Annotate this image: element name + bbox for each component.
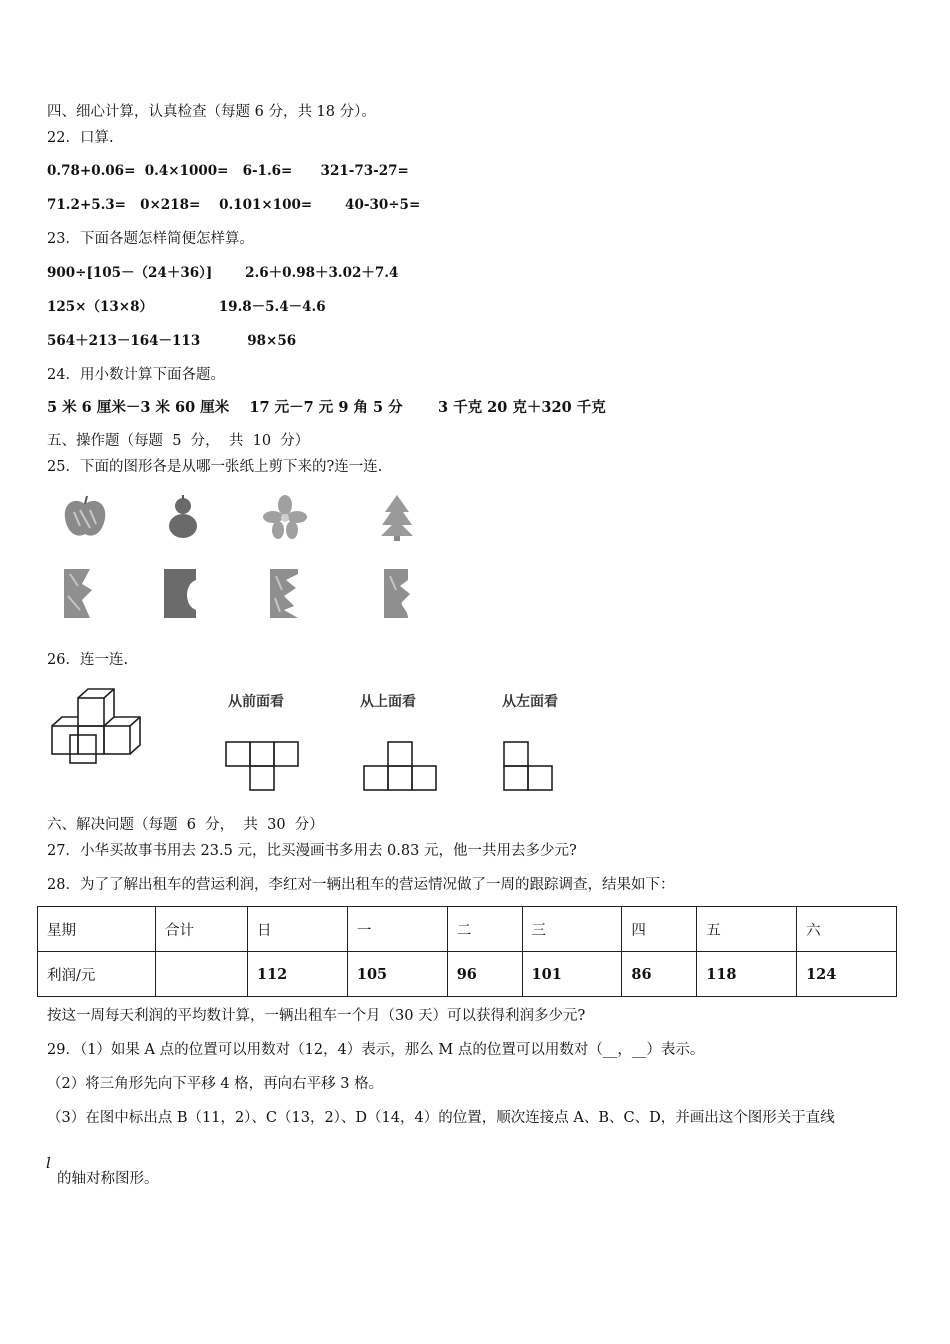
q28-question: 按这一周每天利润的平均数计算，一辆出租车一个月（30 天）可以获得利润多少元? bbox=[47, 1008, 586, 1024]
q23-row3: 564＋213－164－113 98×56 bbox=[47, 333, 297, 349]
view-shape-1-image bbox=[224, 738, 304, 794]
q22-title: 22．口算. bbox=[47, 130, 114, 146]
view-shape-2-image bbox=[362, 738, 442, 794]
table-row bbox=[38, 952, 897, 997]
q23-row2: 125×（13×8） 19.8－5.4－4.6 bbox=[47, 299, 326, 315]
table-cell: 101 bbox=[522, 952, 622, 997]
table-cell: 合计 bbox=[156, 907, 248, 952]
folded-paper-2-image bbox=[160, 566, 200, 622]
table-cell: 四 bbox=[622, 907, 697, 952]
table-cell: 112 bbox=[248, 952, 348, 997]
q29-part1: 29．（1）如果 A 点的位置可以用数对（12，4）表示，那么 M 点的位置可以用数对（__，__）表示。 bbox=[47, 1042, 705, 1058]
section5-heading: 五、操作题（每题 5 分， 共 10 分） bbox=[47, 433, 310, 449]
table-header-row bbox=[38, 907, 897, 952]
view-shape-3-image bbox=[502, 738, 558, 794]
table-cell: 五 bbox=[697, 907, 797, 952]
q29-part3: （3）在图中标出点 B（11，2）、C（13，2）、D（14，4）的位置，顺次连接点 A、B、C、D，并画出这个图形关于直线 bbox=[47, 1110, 835, 1126]
q29-part4: 的轴对称图形。 bbox=[57, 1171, 159, 1187]
table-cell: 利润/元 bbox=[38, 952, 156, 997]
q23-row1: 900÷[105－（24＋36）] 2.6＋0.98＋3.02＋7.4 bbox=[47, 265, 399, 281]
q22-row1: 0.78+0.06= 0.4×1000= 6-1.6= 321-73-27= bbox=[47, 163, 409, 179]
q29-part2: （2）将三角形先向下平移 4 格，再向右平移 3 格。 bbox=[47, 1076, 384, 1092]
table-cell: 一 bbox=[347, 907, 447, 952]
section4-heading: 四、细心计算，认真检查（每题 6 分，共 18 分）。 bbox=[47, 104, 376, 120]
cube-stack-image bbox=[48, 685, 152, 767]
q27-text: 27．小华买故事书用去 23.5 元，比买漫画书多用去 0.83 元，他一共用去多少元? bbox=[47, 843, 577, 859]
folded-paper-4-image bbox=[380, 566, 416, 622]
line-l-label: l bbox=[46, 1154, 51, 1172]
label-left-view: 从左面看 bbox=[502, 694, 558, 710]
folded-paper-1-image bbox=[60, 566, 96, 622]
flower-cutout-image bbox=[262, 494, 308, 540]
q26-title: 26．连一连. bbox=[47, 652, 129, 668]
apple-cutout-image bbox=[60, 492, 110, 542]
table-cell: 星期 bbox=[38, 907, 156, 952]
tree-cutout-image bbox=[377, 492, 417, 542]
table-cell: 86 bbox=[622, 952, 697, 997]
table-cell: 三 bbox=[522, 907, 622, 952]
table-cell: 105 bbox=[347, 952, 447, 997]
label-front-view: 从前面看 bbox=[228, 694, 284, 710]
table-cell: 六 bbox=[797, 907, 897, 952]
table-cell: 96 bbox=[447, 952, 522, 997]
q23-title: 23．下面各题怎样简便怎样算。 bbox=[47, 231, 254, 247]
q28-title: 28．为了了解出租车的营运利润，李红对一辆出租车的营运情况做了一周的跟踪调查，结果如下： bbox=[47, 877, 675, 893]
label-top-view: 从上面看 bbox=[360, 694, 416, 710]
table-cell: 118 bbox=[697, 952, 797, 997]
profit-table bbox=[37, 906, 897, 997]
q25-title: 25．下面的图形各是从哪一张纸上剪下来的?连一连. bbox=[47, 459, 383, 475]
table-cell: 124 bbox=[797, 952, 897, 997]
q24-row1: 5 米 6 厘米－3 米 60 厘米 17 元－7 元 9 角 5 分 3 千克 20 克＋320 千克 bbox=[47, 399, 606, 416]
folded-paper-3-image bbox=[266, 566, 302, 622]
q24-title: 24．用小数计算下面各题。 bbox=[47, 367, 225, 383]
table-cell: 二 bbox=[447, 907, 522, 952]
q22-row2: 71.2+5.3= 0×218= 0.101×100= 40-30÷5= bbox=[47, 197, 421, 213]
section6-heading: 六、解决问题（每题 6 分， 共 30 分） bbox=[47, 817, 324, 833]
table-cell bbox=[156, 952, 248, 997]
table-cell: 日 bbox=[248, 907, 348, 952]
gourd-cutout-image bbox=[163, 492, 203, 542]
